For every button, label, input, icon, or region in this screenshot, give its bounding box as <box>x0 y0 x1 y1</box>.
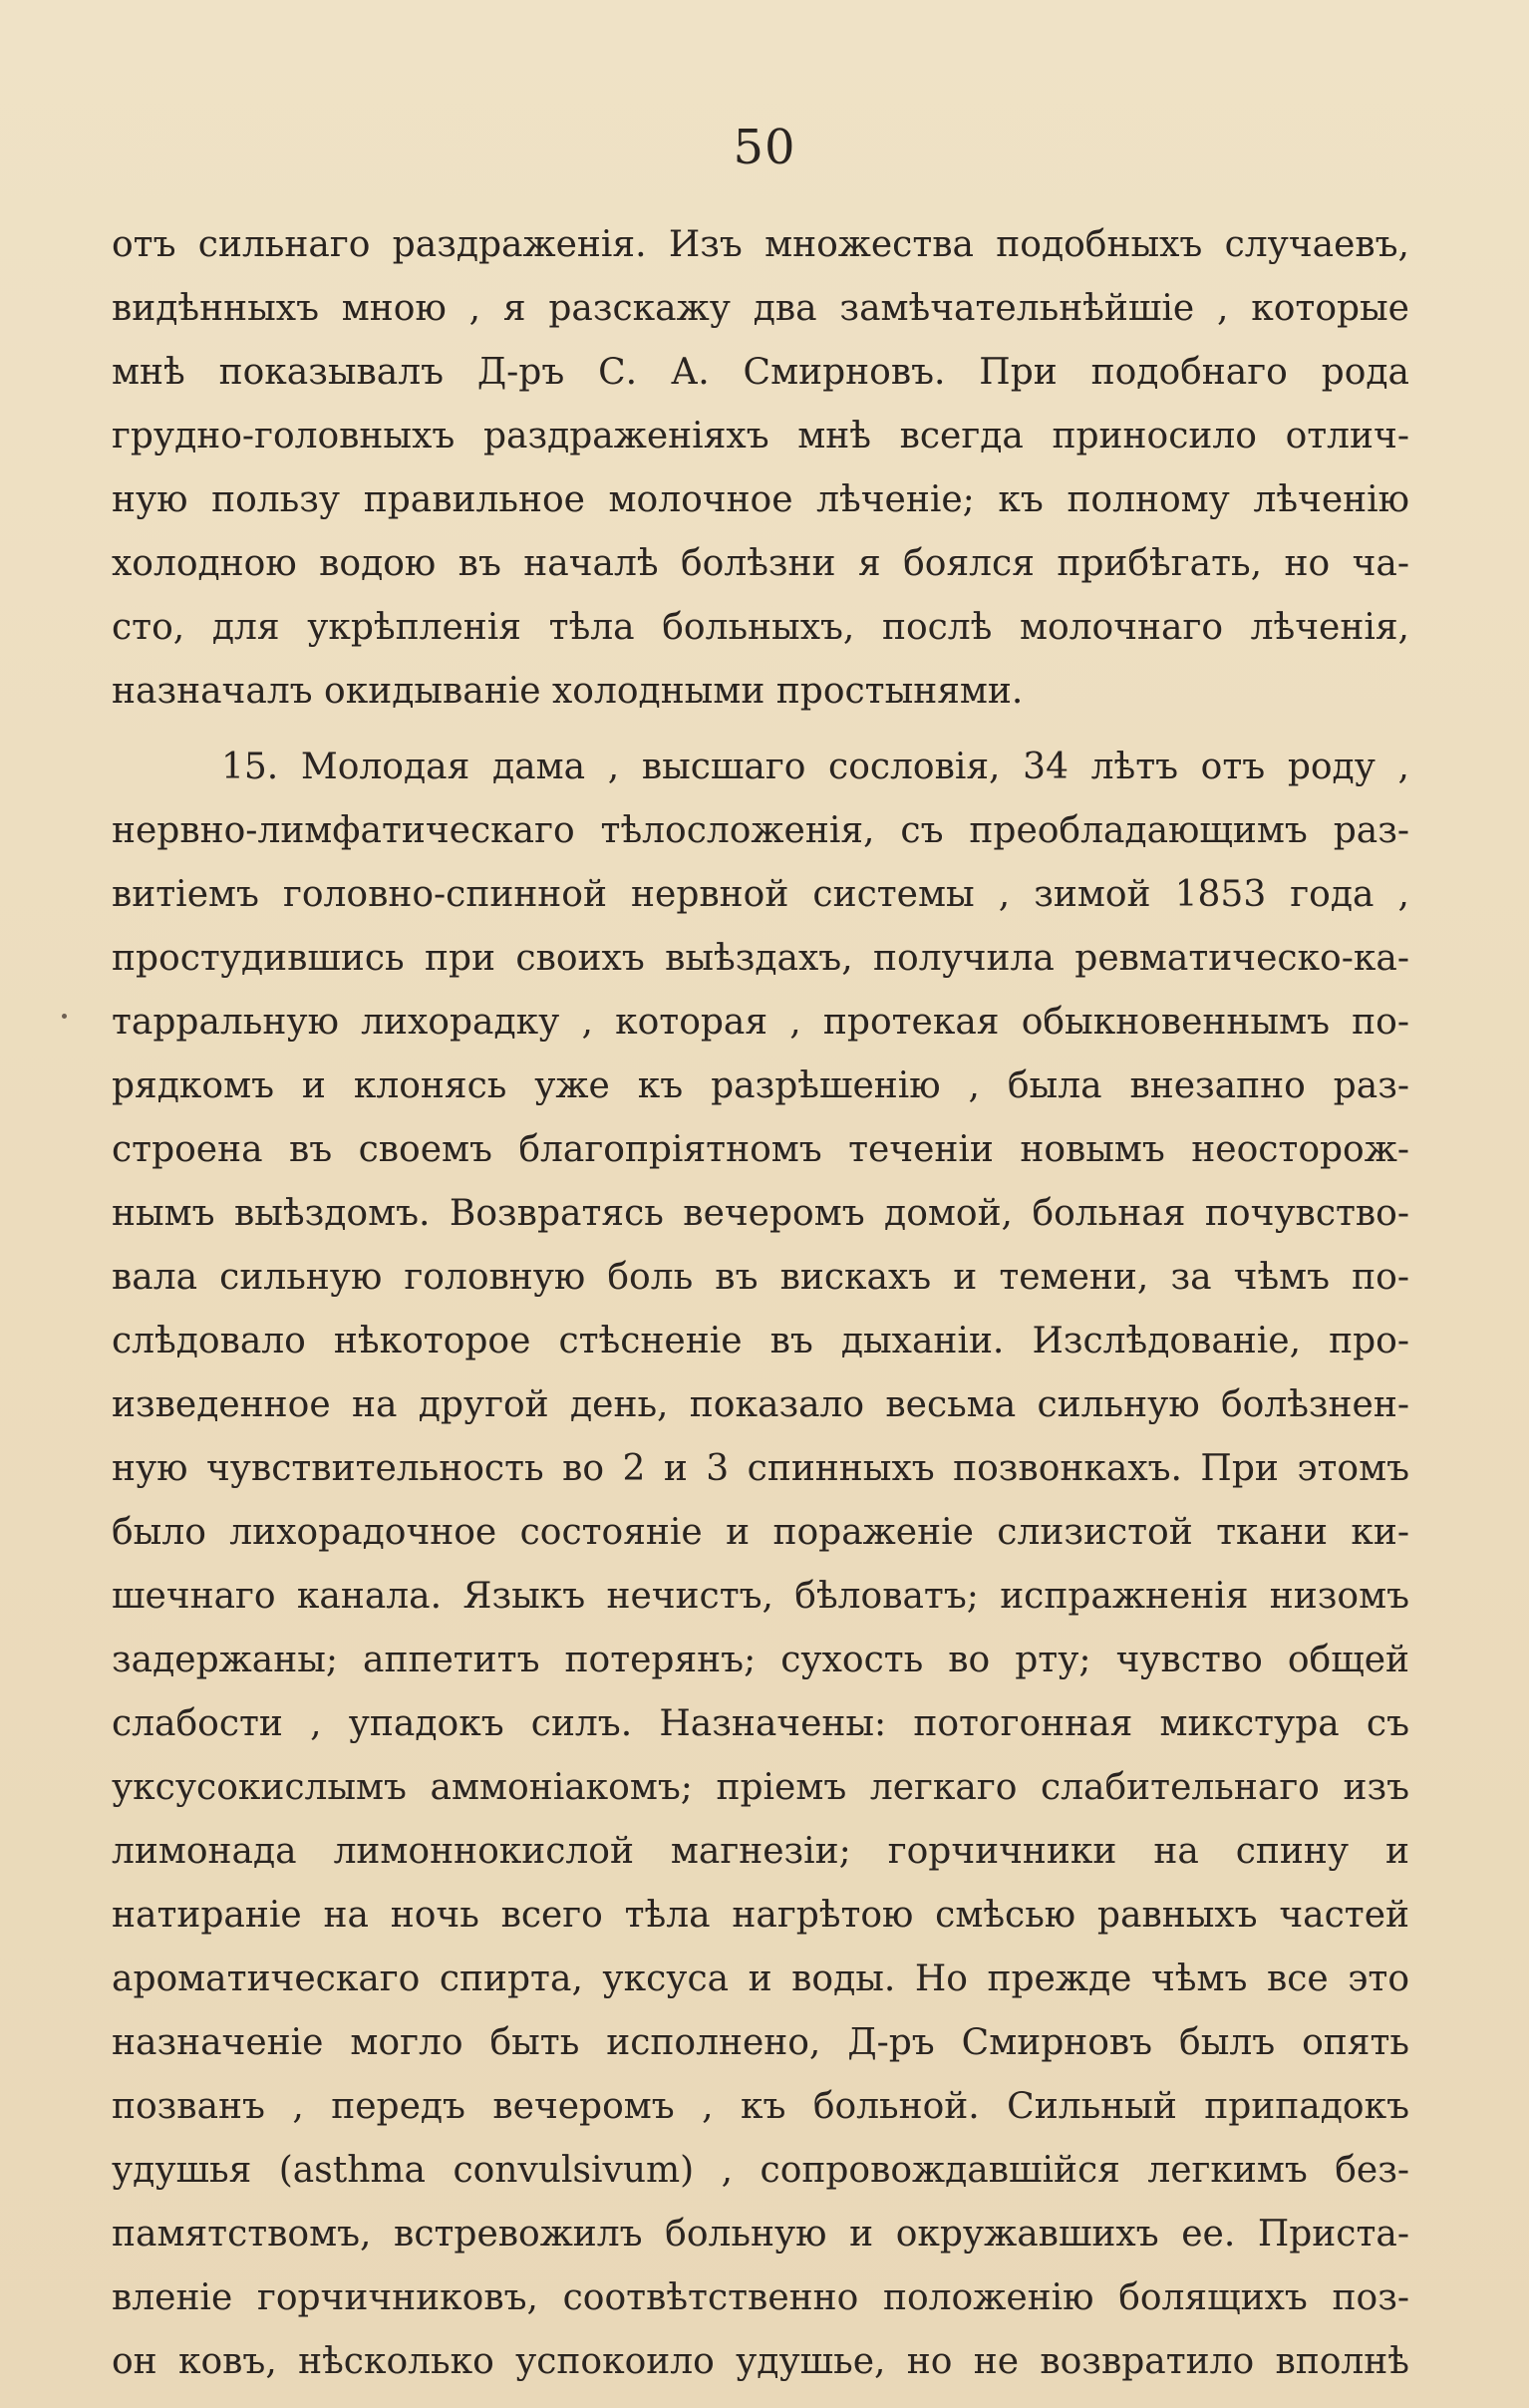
text-line: слѣдовало нѣкоторое стѣсненіе въ дыханіи. Изслѣдованіе, про- <box>112 1321 1409 1361</box>
text-line: шечнаго канала. Языкъ нечистъ, бѣловатъ; испражненія низомъ <box>112 1576 1409 1617</box>
margin-ink-dot <box>62 1014 67 1019</box>
text-line: нервно-лимфатическаго тѣлосложенія, съ преобладающимъ раз- <box>112 810 1409 851</box>
text-line: вала сильную головную боль въ вискахъ и темени, за чѣмъ по- <box>112 1257 1409 1298</box>
text-line: памятствомъ, встревожилъ больную и окружавшихъ ее. Приста- <box>112 2214 1409 2255</box>
text-line: нымъ выѣздомъ. Возвратясь вечеромъ домой, больная почувство- <box>112 1193 1409 1234</box>
text-line: ную пользу правильное молочное лѣченіе; къ полному лѣченію <box>112 479 1409 520</box>
text-line: рядкомъ и клонясь уже къ разрѣшенію , была внезапно раз- <box>112 1065 1409 1106</box>
text-line: витіемъ головно-спинной нервной системы , зимой 1853 года , <box>112 874 1409 915</box>
text-line: лимонада лимоннокислой магнезіи; горчичники на спину и <box>112 1831 1409 1872</box>
text-line: грудно-головныхъ раздраженіяхъ мнѣ всегда приносило отлич- <box>112 416 1409 456</box>
text-line: ную чувствительность во 2 и 3 спинныхъ позвонкахъ. При этомъ <box>112 1448 1409 1489</box>
paragraph <box>112 213 1409 724</box>
text-line: простудившись при своихъ выѣздахъ, получила ревматическо-ка- <box>112 938 1409 979</box>
text-line: уксусокислымъ аммоніакомъ; пріемъ легкаго слабительнаго изъ <box>112 1767 1409 1808</box>
text-line: вленіе горчичниковъ, соотвѣтственно положенію болящихъ поз- <box>112 2277 1409 2318</box>
text-line: позванъ , передъ вечеромъ , къ больной. Сильный припадокъ <box>112 2086 1409 2127</box>
text-line: сто, для укрѣпленія тѣла больныхъ, послѣ молочнаго лѣченія, <box>112 607 1409 648</box>
text-line: назначалъ окидываніе холодными простынями. <box>112 671 1024 712</box>
text-line: тарральную лихорадку , которая , протекая обыкновеннымъ по- <box>112 1002 1409 1043</box>
paragraph <box>112 736 1409 2394</box>
text-line: видѣнныхъ мною , я разскажу два замѣчательнѣйшіе , которые <box>112 288 1409 329</box>
text-line: изведенное на другой день, показало весьма сильную болѣзнен- <box>112 1384 1409 1425</box>
body-text <box>112 213 1409 2394</box>
text-line: натираніе на ночь всего тѣла нагрѣтою смѣсью равныхъ частей <box>112 1895 1409 1936</box>
text-line: мнѣ показывалъ Д-ръ С. А. Смирновъ. При подобнаго рода <box>112 352 1409 393</box>
text-line: назначеніе могло быть исполнено, Д-ръ Смирновъ былъ опять <box>112 2022 1409 2063</box>
text-line: удушья (asthma convulsivum) , сопровождавшійся легкимъ без- <box>112 2150 1409 2191</box>
text-line: строена въ своемъ благопріятномъ теченіи новымъ неосторож- <box>112 1129 1409 1170</box>
text-line: слабости , упадокъ силъ. Назначены: потогонная микстура съ <box>112 1703 1409 1744</box>
text-line: было лихорадочное состояніе и пораженіе слизистой ткани ки- <box>112 1512 1409 1553</box>
text-line: 15. Молодая дама , высшаго сословія, 34 лѣтъ отъ роду , <box>221 747 1409 787</box>
page-number: 50 <box>733 120 796 175</box>
text-line: задержаны; аппетитъ потерянъ; сухость во рту; чувство общей <box>112 1640 1409 1680</box>
text-line: отъ сильнаго раздраженія. Изъ множества подобныхъ случаевъ, <box>112 224 1409 265</box>
text-line: холодною водою въ началѣ болѣзни я боялся прибѣгать, но ча- <box>112 543 1409 584</box>
text-line: он ковъ, нѣсколько успокоило удушье, но не возвратило вполнѣ <box>112 2341 1409 2382</box>
text-line: ароматическаго спирта, уксуса и воды. Но прежде чѣмъ все это <box>112 1958 1409 1999</box>
